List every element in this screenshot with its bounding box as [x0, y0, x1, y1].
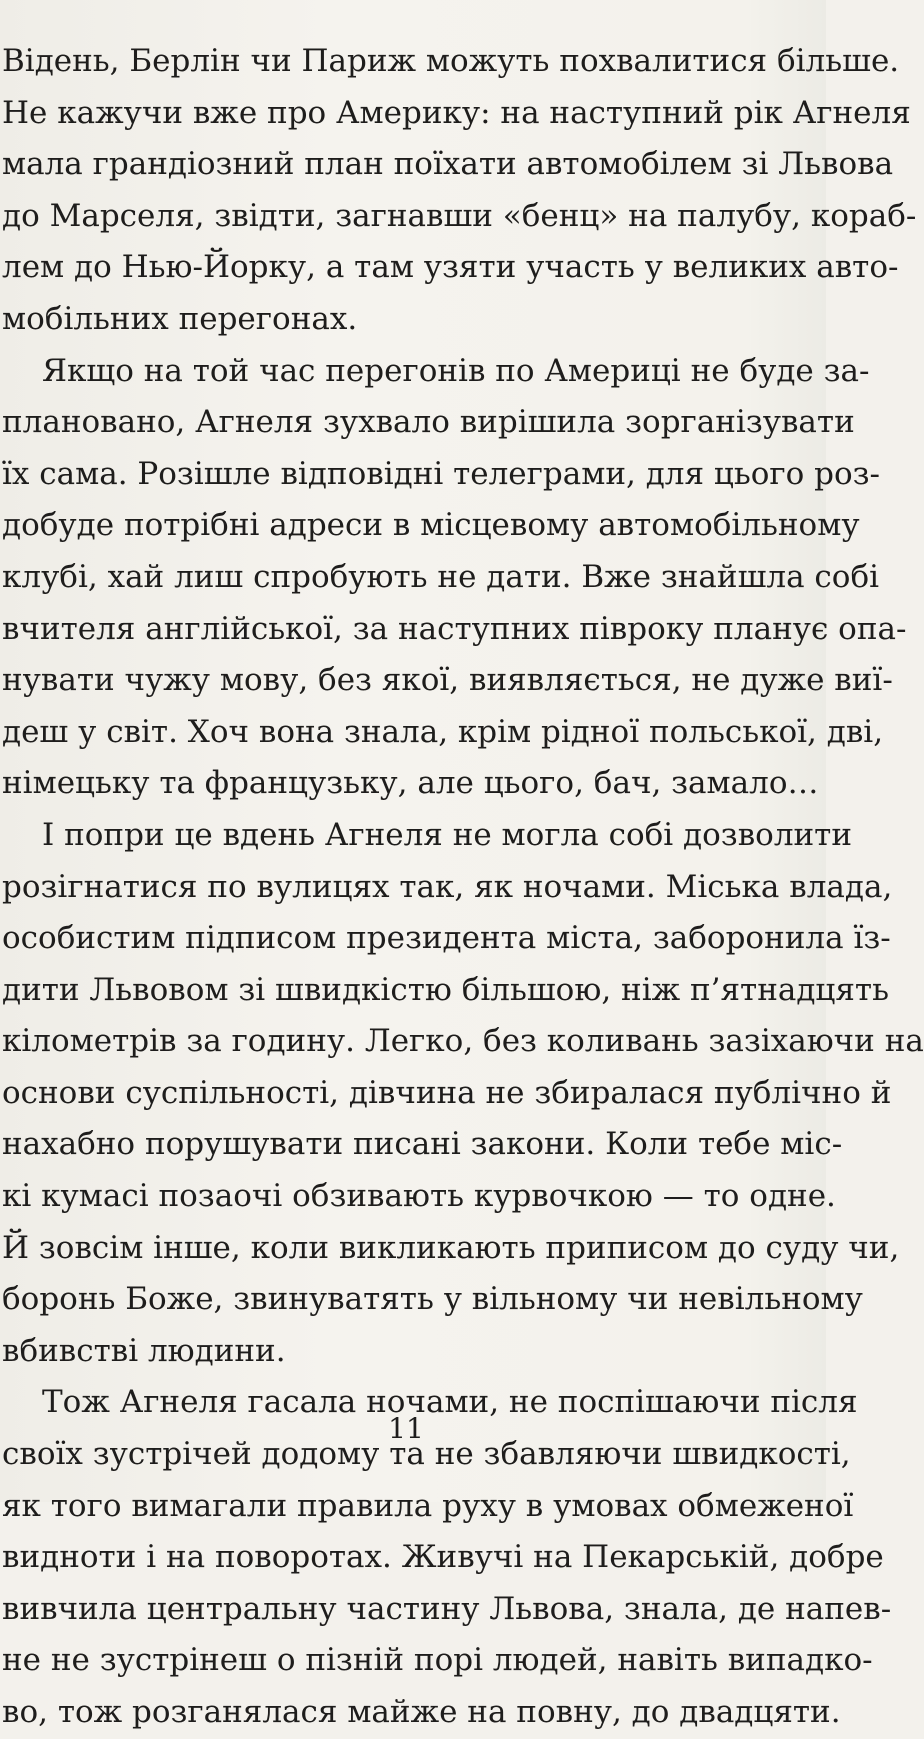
text-line: вбивстві людини. [2, 1332, 286, 1369]
text-line: Відень, Берлін чи Париж можуть похвалитися більше. [2, 43, 900, 79]
text-line: особистим підписом президента міста, заборонила їз- [2, 920, 891, 957]
text-line: кі кумасі позаочі обзивають курвочкою — то одне. [2, 1178, 836, 1215]
text-line: мала грандіозний план поїхати автомобілем зі Львова [2, 146, 894, 183]
text-line: основи суспільності, дівчина не збиралася публічно й [2, 1074, 892, 1111]
text-line: Тож Агнеля гасала ночами, не поспішаючи після [42, 1384, 858, 1421]
text-line: дити Львовом зі швидкістю більшою, ніж п’ятнадцять [2, 971, 889, 1008]
text-line: як того вимагали правила руху в умовах обмеженої [2, 1487, 854, 1524]
text-line: розігнатися по вулицях так, як ночами. Міська влада, [2, 868, 893, 905]
text-line: їх сама. Розішле відповідні телеграми, для цього роз- [2, 455, 881, 492]
page-number: 11 [388, 1412, 424, 1445]
text-line: до Марселя, звідти, загнавши «бенц» на палубу, кораб- [2, 197, 917, 234]
text-line: деш у світ. Хоч вона знала, крім рідної польської, дві, [2, 713, 884, 750]
text-line: видноти і на поворотах. Живучі на Пекарській, добре [2, 1539, 884, 1576]
text-line: не не зустрінеш о пізній порі людей, навіть випадко- [2, 1642, 873, 1679]
text-line: Не кажучи вже про Америку: на наступний рік Агнеля [2, 94, 911, 131]
text-line: клубі, хай лиш спробують не дати. Вже знайшла собі [2, 558, 880, 595]
text-line: І попри це вдень Агнеля не могла собі дозволити [42, 816, 852, 853]
text-line: вивчила центральну частину Львова, знала, де напев- [2, 1590, 892, 1627]
text-line: німецьку та французьку, але цього, бач, замало… [2, 765, 819, 802]
text-line: добуде потрібні адреси в місцевому автомобільному [2, 507, 860, 544]
text-line: нувати чужу мову, без якої, виявляється, не дуже виї- [2, 662, 893, 699]
text-line: нахабно порушувати писані закони. Коли тебе міс- [2, 1126, 843, 1163]
text-line: плановано, Агнеля зухвало вирішила зорганізувати [2, 404, 855, 441]
page-body-text [2, 36, 924, 1739]
text-line: кілометрів за годину. Легко, без коливань зазіхаючи на [2, 1023, 924, 1060]
text-line: Й зовсім інше, коли викликають приписом до суду чи, [2, 1229, 900, 1266]
text-line: Якщо на той час перегонів по Америці не буде за- [42, 352, 870, 389]
text-line: своїх зустрічей додому та не збавляючи швидкості, [2, 1436, 851, 1473]
text-line: боронь Боже, звинуватять у вільному чи невільному [2, 1281, 863, 1318]
text-line: лем до Нью-Йорку, а там узяти участь у великих авто- [2, 249, 899, 286]
text-line: мобільних перегонах. [2, 300, 358, 337]
text-line: вчителя англійської, за наступних півроку планує опа- [2, 610, 907, 647]
text-line: во, тож розганялася майже на повну, до двадцяти. [2, 1694, 841, 1730]
